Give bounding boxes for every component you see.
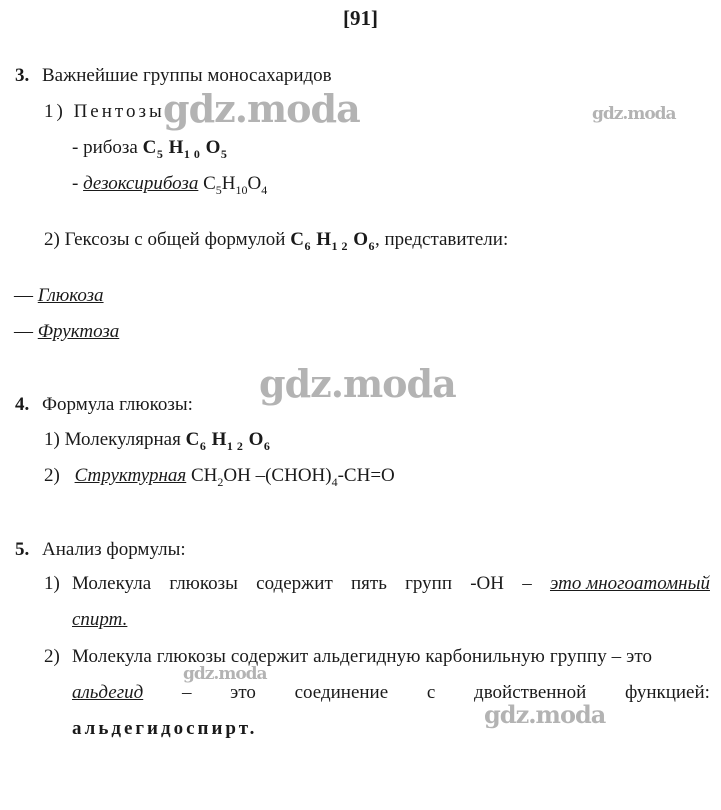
word: глюкозы (169, 573, 238, 594)
item-title: Анализ формулы: (42, 539, 186, 560)
watermark: gdz.moda (592, 104, 676, 124)
hexoses-formula: $C_6$ $H_{1 2}$ $O_6$ (290, 229, 375, 253)
glucose-item (14, 284, 104, 308)
word: Молекула (72, 573, 152, 594)
watermark: gdz.moda (484, 700, 606, 729)
point-1-answer: это многоатомный (549, 573, 710, 594)
structural-formula-line (44, 464, 395, 494)
word: содержит (256, 573, 333, 594)
point-2-answer: альдегид (72, 682, 144, 703)
structural-label: Структурная (74, 465, 187, 486)
hexoses-text: 2) Гексозы с общей формулой (44, 229, 286, 250)
ribose-line (72, 136, 227, 166)
item-title: Формула глюкозы: (42, 394, 193, 415)
watermark: gdz.moda (163, 86, 360, 131)
word: – (181, 682, 192, 703)
pentoses-label: 1) Пентозы (44, 101, 165, 122)
point-1-answer-end: спирт. (72, 609, 128, 630)
molecular-label: 1) Молекулярная (44, 429, 181, 450)
word: пять (350, 573, 387, 594)
page-number: [91] (343, 6, 378, 30)
deoxyribose-line (72, 172, 267, 202)
word: это (230, 682, 256, 703)
glucose-name: Глюкоза (37, 285, 104, 306)
hexoses-text-end: , представители: (375, 229, 509, 250)
point-2-text: Молекула глюкозы содержит альдегидную карбонильную группу – это (72, 646, 653, 667)
glucose-formula: $C_6$ $H_{1 2}$ $O_6$ (185, 429, 271, 453)
deoxyribose-prefix: - (72, 173, 79, 194)
item-3-heading (15, 64, 332, 88)
item-number: 4. (15, 394, 30, 415)
point-2-line-2 (72, 681, 710, 705)
fructose-name: Фруктоза (37, 321, 120, 342)
fructose-item (14, 320, 119, 344)
structural-formula: $CH_2OH$ $-(CHOH)_4-CH=O$ (191, 465, 395, 489)
word: – (522, 573, 532, 594)
dash: — (14, 285, 33, 306)
word: -ОН (470, 573, 505, 594)
point-2-conclusion: альдегидоспирт. (72, 718, 258, 739)
ribose-prefix: - рибоза (72, 137, 138, 158)
item-4-heading (15, 393, 193, 417)
word: групп (405, 573, 452, 594)
point-2-number: 2) (44, 646, 60, 667)
item-title: Важнейшие группы моносахаридов (42, 65, 332, 86)
watermark: gdz.moda (183, 664, 267, 684)
deoxyribose-name: дезоксирибоза (83, 173, 199, 194)
ribose-formula: $C_5$ $H_{1 0}$ $O_5$ (142, 137, 228, 161)
item-number: 3. (15, 65, 30, 86)
point-2-line-1 (72, 645, 710, 669)
structural-num: 2) (44, 465, 60, 486)
item-5-heading (15, 538, 186, 562)
dash: — (14, 321, 33, 342)
item-number: 5. (15, 539, 30, 560)
deoxyribose-formula: $C_5H_{10}O_4$ (203, 173, 268, 197)
point-1-number: 1) (44, 573, 60, 594)
point-1-line (72, 572, 710, 596)
word: функцией: (624, 682, 710, 703)
molecular-formula-line (44, 428, 270, 458)
word: с (426, 682, 436, 703)
word: соединение (294, 682, 389, 703)
watermark: gdz.moda (259, 361, 456, 406)
hexoses-line (44, 228, 508, 258)
word: двойственной (474, 682, 587, 703)
